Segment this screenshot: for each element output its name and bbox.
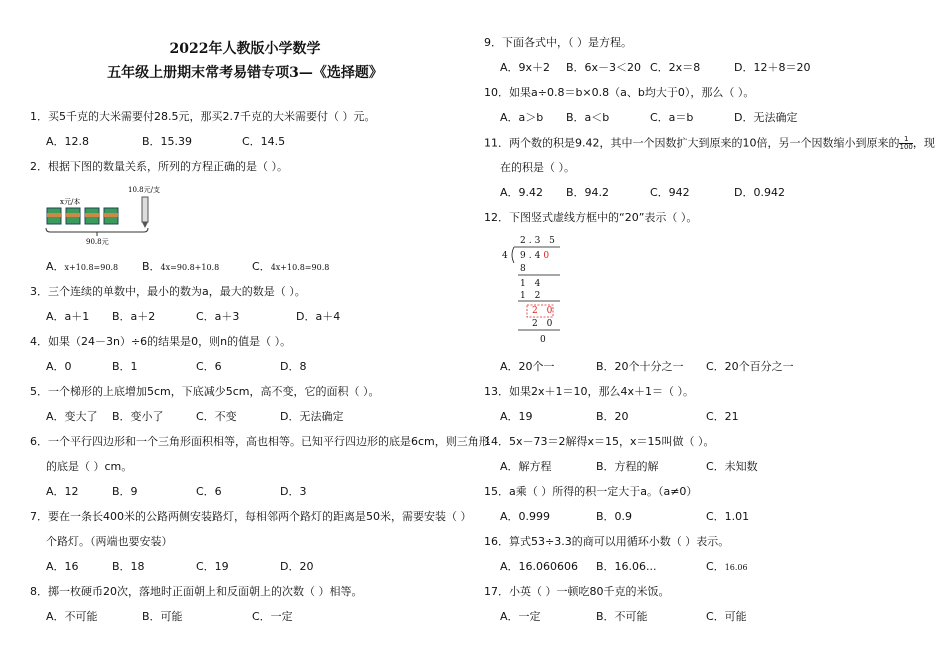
price-per-book-label: x元/本 [60,198,81,206]
option-d[interactable]: D．12＋8＝20 [734,61,811,74]
question-6: 6．一个平行四边形和一个三角形面积相等，高也相等。已知平行四边形的底是6cm，则三角形 [30,435,490,448]
option-b[interactable]: B．20个十分之一 [596,360,684,373]
page-title: 2022年人教版小学数学 [169,41,321,57]
option-a[interactable]: A．a＋1 [46,310,90,323]
option-b[interactable]: B．9 [112,485,138,498]
book-icon [104,208,118,224]
option-d[interactable]: D．0.942 [734,186,785,199]
option-b[interactable]: B．a＋2 [112,310,156,323]
option-a[interactable]: A．12 [46,485,79,498]
remainder: 0 [540,335,549,345]
option-d[interactable]: D．a＋4 [296,310,341,323]
option-c[interactable]: C．不变 [196,410,237,423]
step-row: 1 2 [520,291,544,301]
options-11 [500,186,920,200]
option-c[interactable]: C．2x＝8 [650,61,701,74]
options-8 [46,610,466,624]
option-c[interactable]: C．可能 [706,610,747,623]
option-a[interactable]: A．9x＋2 [500,61,551,74]
options-13 [500,410,920,424]
option-b[interactable]: B．6x－3＜20 [566,61,642,74]
option-c[interactable]: C．a＝b [650,111,694,124]
option-d[interactable]: D．8 [280,360,307,373]
option-b[interactable]: B．18 [112,560,145,573]
question-9: 9．下面各式中，（ ）是方程。 [484,36,632,49]
question-17: 17．小英（ ）一顿吃80千克的米饭。 [484,585,670,598]
option-a[interactable]: A．0 [46,360,72,373]
options-12 [500,360,920,374]
options-2 [46,260,466,274]
option-a[interactable]: A．一定 [500,610,541,623]
question-7: 7．要在一条长400米的公路两侧安装路灯，每相邻两个路灯的距离是50米，需要安装（ ） [30,510,472,523]
option-d[interactable]: D．20 [280,560,314,573]
option-a[interactable]: A．x+10.8=90.8 [46,260,119,273]
total-price-label: 90.8元 [86,238,109,246]
options-7 [46,560,466,574]
book-icon [85,208,99,224]
step-row: 2 0 [532,319,556,329]
long-division-figure [500,235,570,355]
divisor: 4 [502,251,511,261]
fraction: $\frac{1}{100}$ [899,135,913,151]
books-and-pen-illustration [44,180,174,250]
option-c[interactable]: C．1.01 [706,510,750,523]
option-a[interactable]: A．变大了 [46,410,98,423]
option-b[interactable]: B．16.06... [596,560,657,573]
option-b[interactable]: B．变小了 [112,410,164,423]
option-c[interactable]: C．6 [196,360,222,373]
question-1: 1．买5千克的大米需要付28.5元，那买2.7千克的大米需要付（ ）元。 [30,110,376,123]
option-d[interactable]: D．无法确定 [280,410,344,423]
options-3 [46,310,466,324]
option-a[interactable]: A．19 [500,410,533,423]
option-c[interactable]: C．4x+10.8=90.8 [252,260,330,273]
question-15: 15．a乘（ ）所得的积一定大于a。（a≠0） [484,485,698,498]
q2-illustration [44,180,174,250]
question-6-cont: 的底是（ ）cm。 [46,460,133,473]
option-c[interactable]: C．14.5 [242,135,286,148]
options-16 [500,560,920,574]
option-c[interactable]: C．19 [196,560,229,573]
option-c[interactable]: C．21 [706,410,739,423]
question-2: 2．根据下图的数量关系，所列的方程正确的是（ ）。 [30,160,288,173]
option-a[interactable]: A．12.8 [46,135,90,148]
option-b[interactable]: B．可能 [142,610,183,623]
option-b[interactable]: B．0.9 [596,510,633,523]
question-7-cont: 个路灯。（两端也要安装） [46,535,173,548]
question-11: 11．两个数的积是9.42，其中一个因数扩大到原来的10倍，另一个因数缩小到原来的 $\frac{1}{100}$ ，现 [484,135,935,151]
option-c[interactable]: C．6 [196,485,222,498]
option-b[interactable]: B．方程的解 [596,460,659,473]
options-15 [500,510,920,524]
question-14: 14．5x－73＝2解得x＝15，x＝15叫做（ ）。 [484,435,715,448]
option-d[interactable]: D．无法确定 [734,111,798,124]
option-c[interactable]: C．未知数 [706,460,758,473]
option-c[interactable]: C．一定 [252,610,293,623]
option-b[interactable]: B．a＜b [566,111,610,124]
question-10: 10．如果a÷0.8＝b×0.8（a、b均大于0），那么（ ）。 [484,86,755,99]
option-a[interactable]: A．0.999 [500,510,551,523]
option-a[interactable]: A．不可能 [46,610,98,623]
option-b[interactable]: B．20 [596,410,629,423]
option-a[interactable]: A．20个一 [500,360,555,373]
option-b[interactable]: B．15.39 [142,135,193,148]
book-icon [66,208,80,224]
option-c[interactable]: C．a＋3 [196,310,240,323]
page-subtitle: 五年级上册期末常考易错专项3—《选择题》 [107,65,383,81]
option-a[interactable]: A．16.060606 [500,560,579,573]
step-row: 1 4 [520,279,544,289]
question-11-cont: 在的积是（ ）。 [500,161,575,174]
options-1 [46,135,466,149]
question-16: 16．算式53÷3.3的商可以用循环小数（ ）表示。 [484,535,730,548]
options-4 [46,360,466,374]
options-5 [46,410,466,424]
options-9 [500,61,920,75]
option-b[interactable]: B．94.2 [566,186,610,199]
option-d[interactable]: D．3 [280,485,307,498]
price-per-pen-label: 10.8元/支 [128,186,160,194]
book-icon [47,208,61,224]
pen-icon [142,197,148,228]
step-row: 8 [520,264,529,274]
option-a[interactable]: A．解方程 [500,460,552,473]
question-8: 8．掷一枚硬币20次，落地时正面朝上和反面朝上的次数（ ）相等。 [30,585,363,598]
question-13: 13．如果2x＋1＝10，那么4x＋1＝（ ）。 [484,385,695,398]
option-b[interactable]: B．4x=90.8+10.8 [142,260,220,273]
question-12: 12．下图竖式虚线方框中的“20”表示（ ）。 [484,211,698,224]
option-b[interactable]: B．1 [112,360,138,373]
step-row-boxed: 2 0 [532,306,556,316]
question-5: 5．一个梯形的上底增加5cm，下底减少5cm，高不变，它的面积（ ）。 [30,385,380,398]
option-c[interactable]: C．20个百分之一 [706,360,794,373]
option-c[interactable]: C．942 [650,186,690,199]
option-a[interactable]: A．16 [46,560,79,573]
question-4: 4．如果（24－3n）÷6的结果是0，则n的值是（ ）。 [30,335,292,348]
option-b[interactable]: B．不可能 [596,610,648,623]
option-a[interactable]: A．a＞b [500,111,544,124]
options-14 [500,460,920,474]
option-a[interactable]: A．9.42 [500,186,544,199]
option-c[interactable]: C．16.06 [706,560,748,573]
question-3: 3．三个连续的单数中，最小的数为a，最大的数是（ ）。 [30,285,306,298]
options-17 [500,610,920,624]
quotient: 2.3 5 [520,236,558,246]
options-6 [46,485,466,499]
options-10 [500,111,920,125]
dividend: 9.40 [520,251,553,261]
